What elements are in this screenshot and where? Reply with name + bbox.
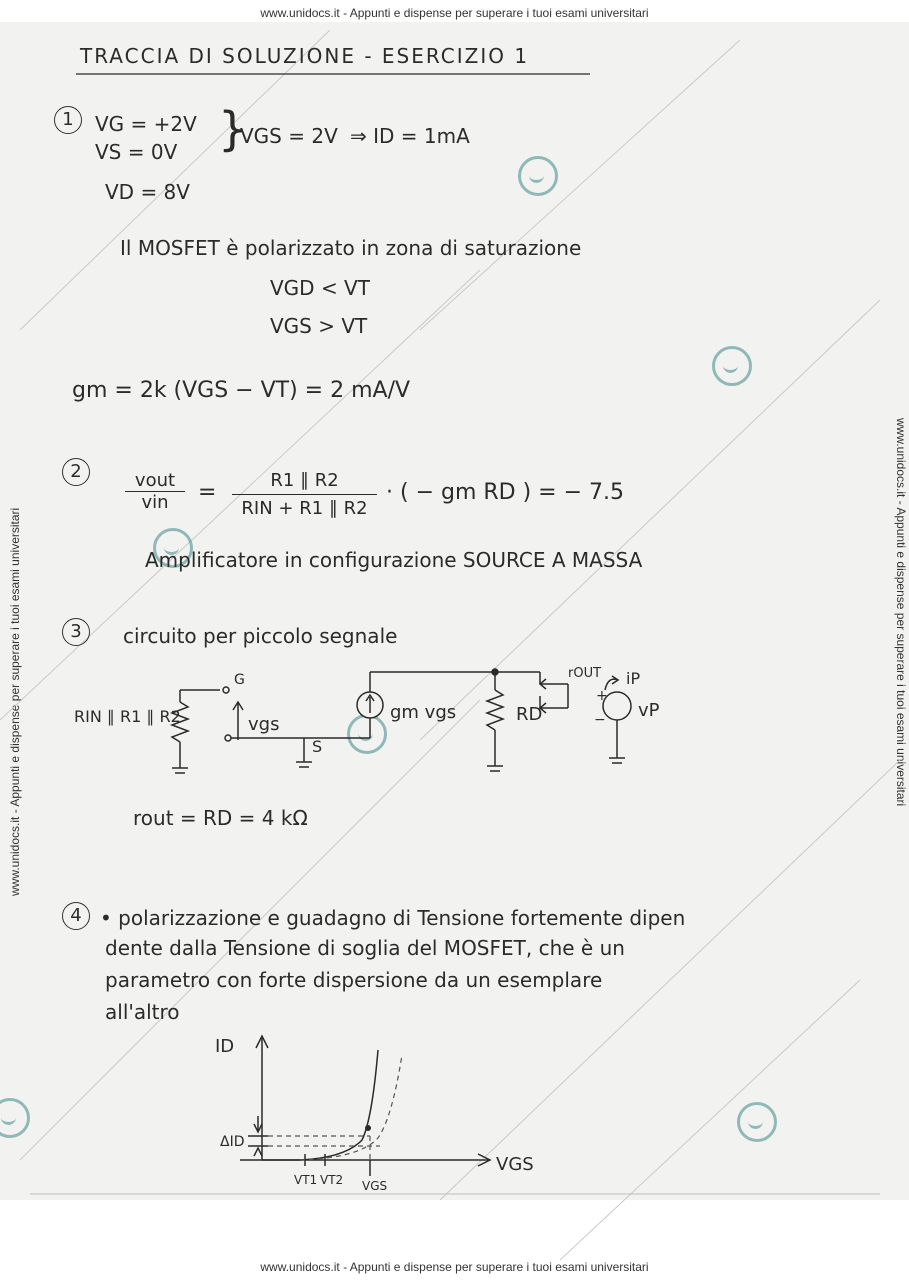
gain-lhs-denominator: vin (141, 492, 169, 513)
ip-label: iP (626, 669, 641, 688)
rd-label: RD (516, 704, 543, 725)
note-line-2: dente dalla Tensione di soglia del MOSFET, che è un (105, 936, 625, 960)
section-2-number: 2 (62, 458, 90, 486)
page-title: TRACCIA DI SOLUZIONE - ESERCIZIO 1 (80, 44, 530, 68)
graph-delta-id: ΔID (220, 1134, 245, 1150)
gate-label: G (234, 672, 245, 688)
note-line-3: parametro con forte dispersione da un esemplare (105, 968, 603, 992)
condition-vgd: VGD < VT (270, 276, 370, 300)
rin-label: RIN ∥ R1 ∥ R2 (74, 707, 181, 726)
source-label: S (312, 737, 323, 756)
section-4-number: 4 (62, 902, 90, 930)
vgs-label: vgs (248, 714, 280, 735)
gain-rhs-denominator: RIN + R1 ∥ R2 (241, 498, 368, 519)
vd-value: VD = 8V (105, 180, 190, 204)
gain-lhs-numerator: vout (125, 470, 185, 492)
svg-text:−: − (594, 712, 606, 728)
configuration-text: Amplificatore in configurazione SOURCE A MASSA (145, 548, 643, 572)
rout-label: rOUT (568, 666, 602, 681)
section-3-number: 3 (62, 618, 90, 646)
watermark-bottom: www.unidocs.it - Appunti e dispense per superare i tuoi esami universitari (260, 1260, 649, 1274)
rout-result: rout = RD = 4 kΩ (133, 806, 308, 830)
watermark-top: www.unidocs.it - Appunti e dispense per superare i tuoi esami universitari (260, 6, 649, 20)
equals-sign: = (198, 480, 217, 505)
note-line-4: all'altro (105, 1000, 180, 1024)
graph-vt1: VT1 (294, 1173, 318, 1187)
gm-formula: gm = 2k (VGS − VT) = 2 mA/V (72, 378, 411, 403)
gain-result: · ( − gm RD ) = − 7.5 (386, 480, 625, 505)
vg-value: VG = +2V (95, 112, 197, 136)
note-line-1: • polarizzazione e guadagno di Tensione fortemente dipen (100, 906, 686, 930)
graph-vt2: VT2 (320, 1173, 344, 1187)
graph-y-label: ID (215, 1036, 235, 1057)
section-1-number: 1 (54, 106, 82, 134)
watermark-left: www.unidocs.it - Appunti e dispense per superare i tuoi esami universitari (8, 507, 22, 896)
id-value: ⇒ ID = 1mA (350, 124, 470, 148)
condition-vgs: VGS > VT (270, 314, 368, 338)
vp-label: vP (638, 700, 660, 721)
watermark-right: www.unidocs.it - Appunti e dispense per superare i tuoi esami universitari (894, 418, 908, 807)
gain-rhs-numerator: R1 ∥ R2 (232, 470, 377, 495)
graph-vgs-point: VGS (362, 1179, 388, 1193)
brace: } (218, 102, 248, 156)
vs-value: VS = 0V (95, 140, 178, 164)
svg-text:+: + (596, 688, 608, 704)
gm-vgs-label: gm vgs (390, 702, 457, 723)
graph-x-label: VGS (496, 1154, 534, 1175)
small-signal-title: circuito per piccolo segnale (123, 624, 398, 648)
vgs-value: VGS = 2V (240, 124, 338, 148)
saturation-text: Il MOSFET è polarizzato in zona di saturazione (120, 236, 582, 260)
